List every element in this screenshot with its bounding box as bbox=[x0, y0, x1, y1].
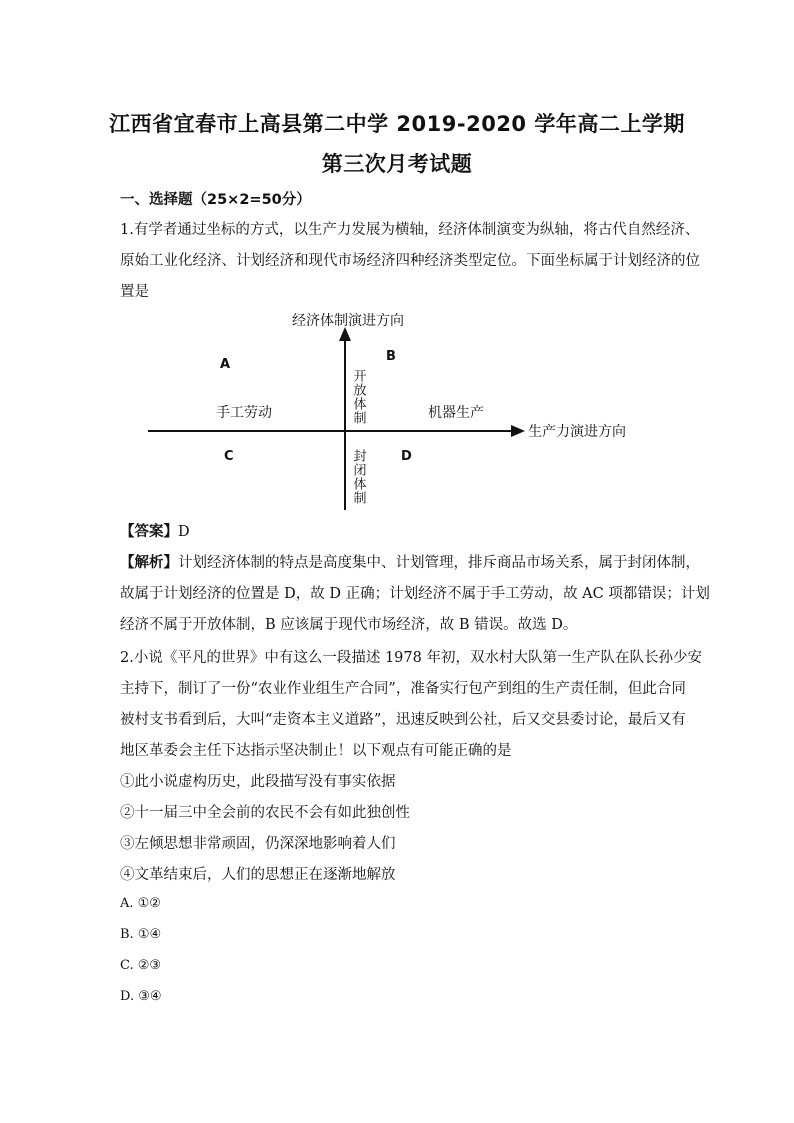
q2-statement-2: ②十一届三中全会前的农民不会有如此独创性 bbox=[120, 805, 410, 821]
quadrant-a: A bbox=[220, 357, 231, 372]
q1-analysis-line2: 故属于计划经济的位置是 D，故 D 正确；计划经济不属于手工劳动，故 AC 项都错误；计划 bbox=[120, 586, 710, 602]
q1-analysis-line1 bbox=[120, 551, 700, 572]
q2-option-b: B. ①④ bbox=[120, 927, 162, 942]
analysis-text: 计划经济体制的特点是高度集中、计划管理，排斥商品市场关系，属于封闭体制， bbox=[178, 555, 700, 571]
right-label: 机器生产 bbox=[428, 405, 484, 421]
q2-option-d: D. ③④ bbox=[120, 989, 162, 1004]
lower-axis-label: 封闭体制 bbox=[350, 449, 366, 505]
quadrant-c: C bbox=[224, 449, 234, 464]
q2-stem-line3: 被村支书看到后，大叫“走资本主义道路”，迅速反映到公社，后又交县委讨论，最后又有 bbox=[120, 712, 686, 728]
q2-option-c: C. ②③ bbox=[120, 958, 162, 973]
q2-stem-line2: 主持下，制订了一份“农业作业组生产合同”，准备实行包产到组的生产责任制，但此合同 bbox=[120, 681, 686, 697]
y-axis-arrow bbox=[339, 327, 351, 341]
q2-stem-line4: 地区革委会主任下达指示坚决制止！以下观点有可能正确的是 bbox=[120, 743, 512, 759]
upper-axis-label: 开放体制 bbox=[350, 369, 366, 425]
q2-statement-3: ③左倾思想非常顽固，仍深深地影响着人们 bbox=[120, 836, 396, 852]
document-title-line1: 江西省宜春市上高县第二中学 2019-2020 学年高二上学期 bbox=[109, 112, 685, 136]
document-title-line2: 第三次月考试题 bbox=[321, 152, 473, 176]
quadrant-b: B bbox=[386, 349, 396, 364]
q2-statement-1: ①此小说虚构历史，此段描写没有事实依据 bbox=[120, 774, 396, 790]
quadrant-d: D bbox=[401, 449, 412, 464]
answer-tag: 【答案】 bbox=[120, 524, 178, 540]
q1-stem-line1: 1.有学者通过坐标的方式，以生产力发展为横轴，经济体制演变为纵轴，将古代自然经济、 bbox=[120, 222, 700, 238]
q1-analysis-line3: 经济不属于开放体制，B 应该属于现代市场经济，故 B 错误。故选 D。 bbox=[120, 617, 578, 633]
q2-option-a: A. ①② bbox=[120, 896, 161, 911]
x-axis-arrow bbox=[511, 425, 525, 437]
q1-stem-line3: 置是 bbox=[120, 284, 149, 300]
answer-value: D bbox=[178, 524, 190, 540]
left-label: 手工劳动 bbox=[216, 405, 272, 421]
q2-stem-line1: 2.小说《平凡的世界》中有这么一段描述 1978 年初，双水村大队第一生产队在队长孙少安 bbox=[120, 650, 702, 666]
x-axis-label: 生产力演进方向 bbox=[528, 424, 626, 440]
y-axis-label: 经济体制演进方向 bbox=[292, 313, 404, 329]
q1-answer bbox=[120, 520, 190, 541]
analysis-tag: 【解析】 bbox=[120, 555, 178, 571]
section-heading: 一、选择题（25×2=50分） bbox=[120, 192, 311, 208]
q1-stem-line2: 原始工业化经济、计划经济和现代市场经济四种经济类型定位。下面坐标属于计划经济的位 bbox=[120, 253, 700, 269]
economy-coordinate-diagram bbox=[140, 305, 640, 515]
q2-statement-4: ④文革结束后，人们的思想正在逐渐地解放 bbox=[120, 867, 396, 883]
